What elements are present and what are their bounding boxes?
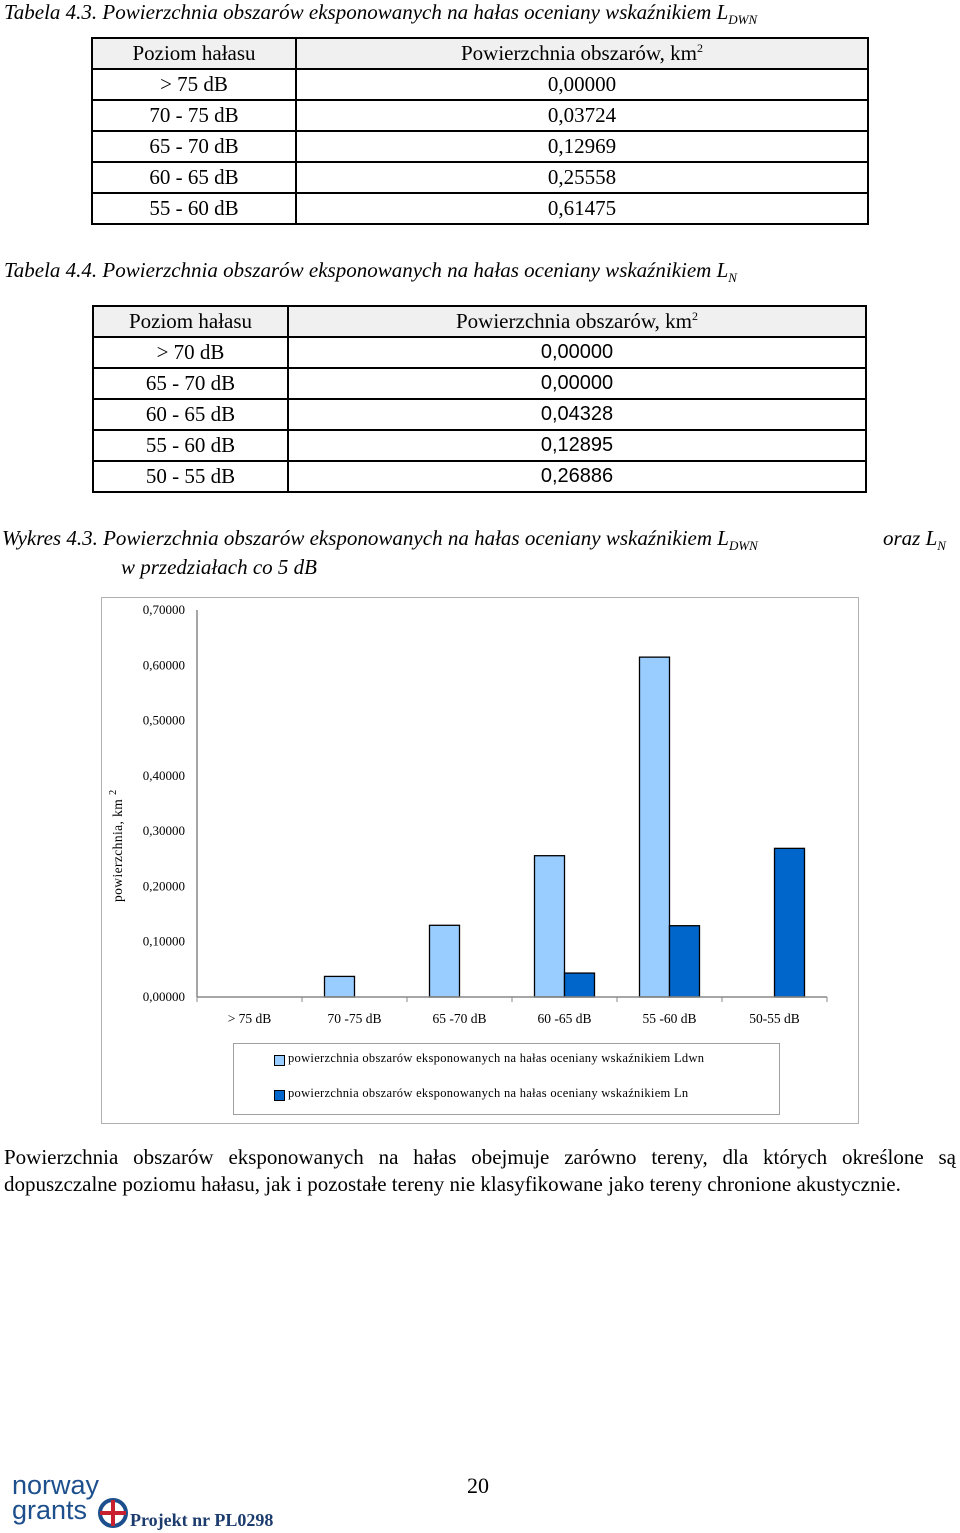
x-tick-label: 50-55 dB — [749, 1011, 800, 1026]
y-tick-label: 0,60000 — [142, 657, 185, 673]
logo-flag-icon — [96, 1496, 130, 1530]
body-paragraph: Powierzchnia obszarów eksponowanych na hałas obejmuje zarówno tereny, dla których określone są dopuszczalne poziomu hałasu, jak i pozostałe tereny nie klasyfikowane jako tereny chronione akustycznie. — [4, 1145, 956, 1196]
project-number: Projekt nr PL0298 — [130, 1510, 274, 1530]
legend-swatch — [274, 1090, 285, 1101]
x-tick-label: 60 -65 dB — [537, 1011, 592, 1026]
y-tick-labels — [143, 602, 185, 1004]
value-cell: 0,26886 — [288, 461, 866, 492]
legend-swatch — [274, 1055, 285, 1066]
page-number: 20 — [467, 1473, 489, 1498]
x-tick-label: 65 -70 dB — [432, 1011, 487, 1026]
y-tick-label: 0,10000 — [142, 933, 185, 949]
level-cell: > 70 dB — [93, 337, 288, 368]
x-tick-label: 70 -75 dB — [327, 1011, 382, 1026]
figure-caption-line1: Wykres 4.3. Powierzchnia obszarów eksponowanych na hałas oceniany wskaźnikiem $L_{DWN}$ — [2, 526, 758, 554]
value-cell: 0,00000 — [288, 368, 866, 399]
value-cell: 0,61475 — [296, 193, 868, 224]
y-tick-label: 0,20000 — [142, 878, 185, 894]
level-cell: 65 - 70 dB — [93, 368, 288, 399]
value-cell: 0,25558 — [296, 162, 868, 193]
table-4-3-caption: Tabela 4.3. Powierzchnia obszarów eksponowanych na hałas oceniany wskaźnikiem $L_{DWN}$ — [4, 0, 758, 28]
value-cell: 0,03724 — [296, 100, 868, 131]
header-area: Powierzchnia obszarów, $km^2$ — [296, 38, 868, 69]
logo-line2: grants — [12, 1495, 88, 1525]
value-cell: 0,00000 — [288, 337, 866, 368]
chart-legend — [233, 1043, 780, 1115]
y-axis-label: powierzchnia, $km^2$ — [108, 789, 125, 902]
bar-ln — [565, 973, 595, 997]
y-tick-label: 0,50000 — [142, 712, 185, 728]
level-cell: 60 - 65 dB — [92, 162, 296, 193]
level-cell: 60 - 65 dB — [93, 399, 288, 430]
bars — [325, 657, 805, 997]
bar-ldwn — [640, 657, 670, 997]
bar-ldwn — [325, 976, 355, 997]
figure-caption-line2: w przedziałach co 5 dB — [121, 555, 317, 579]
figure-caption-oraz: oraz $L_N$ — [883, 526, 946, 554]
x-tick-label: 55 -60 dB — [642, 1011, 697, 1026]
bar-ldwn — [535, 856, 565, 997]
value-cell: 0,04328 — [288, 399, 866, 430]
legend-item-ln: powierzchnia obszarów eksponowanych na hałas oceniany wskaźnikiem Ln — [288, 1086, 688, 1101]
x-tick-label: > 75 dB — [227, 1011, 272, 1026]
y-tick-label: 0,70000 — [142, 602, 185, 617]
value-cell: 0,00000 — [296, 69, 868, 100]
legend-item-ldwn: powierzchnia obszarów eksponowanych na hałas oceniany wskaźnikiem Ldwn — [288, 1051, 704, 1066]
level-cell: 65 - 70 dB — [92, 131, 296, 162]
y-tick-label: 0,40000 — [142, 767, 185, 783]
bar-ln — [670, 926, 700, 997]
value-cell: 0,12969 — [296, 131, 868, 162]
level-cell: 70 - 75 dB — [92, 100, 296, 131]
header-level: Poziom hałasu — [93, 306, 288, 337]
bar-ln — [775, 848, 805, 997]
table-4-4-caption: Tabela 4.4. Powierzchnia obszarów eksponowanych na hałas oceniany wskaźnikiem $L_N$ — [4, 258, 737, 286]
y-tick-label: 0,30000 — [142, 823, 185, 839]
level-cell: 50 - 55 dB — [93, 461, 288, 492]
level-cell: 55 - 60 dB — [93, 430, 288, 461]
x-tick-labels — [228, 1011, 800, 1026]
level-cell: 55 - 60 dB — [92, 193, 296, 224]
logo-line1: norway — [12, 1470, 100, 1500]
header-area: Powierzchnia obszarów, $km^2$ — [288, 306, 866, 337]
y-tick-label: 0,00000 — [142, 989, 185, 1004]
value-cell: 0,12895 — [288, 430, 866, 461]
level-cell: > 75 dB — [92, 69, 296, 100]
bar-ldwn — [430, 925, 460, 997]
header-level: Poziom hałasu — [92, 38, 296, 69]
